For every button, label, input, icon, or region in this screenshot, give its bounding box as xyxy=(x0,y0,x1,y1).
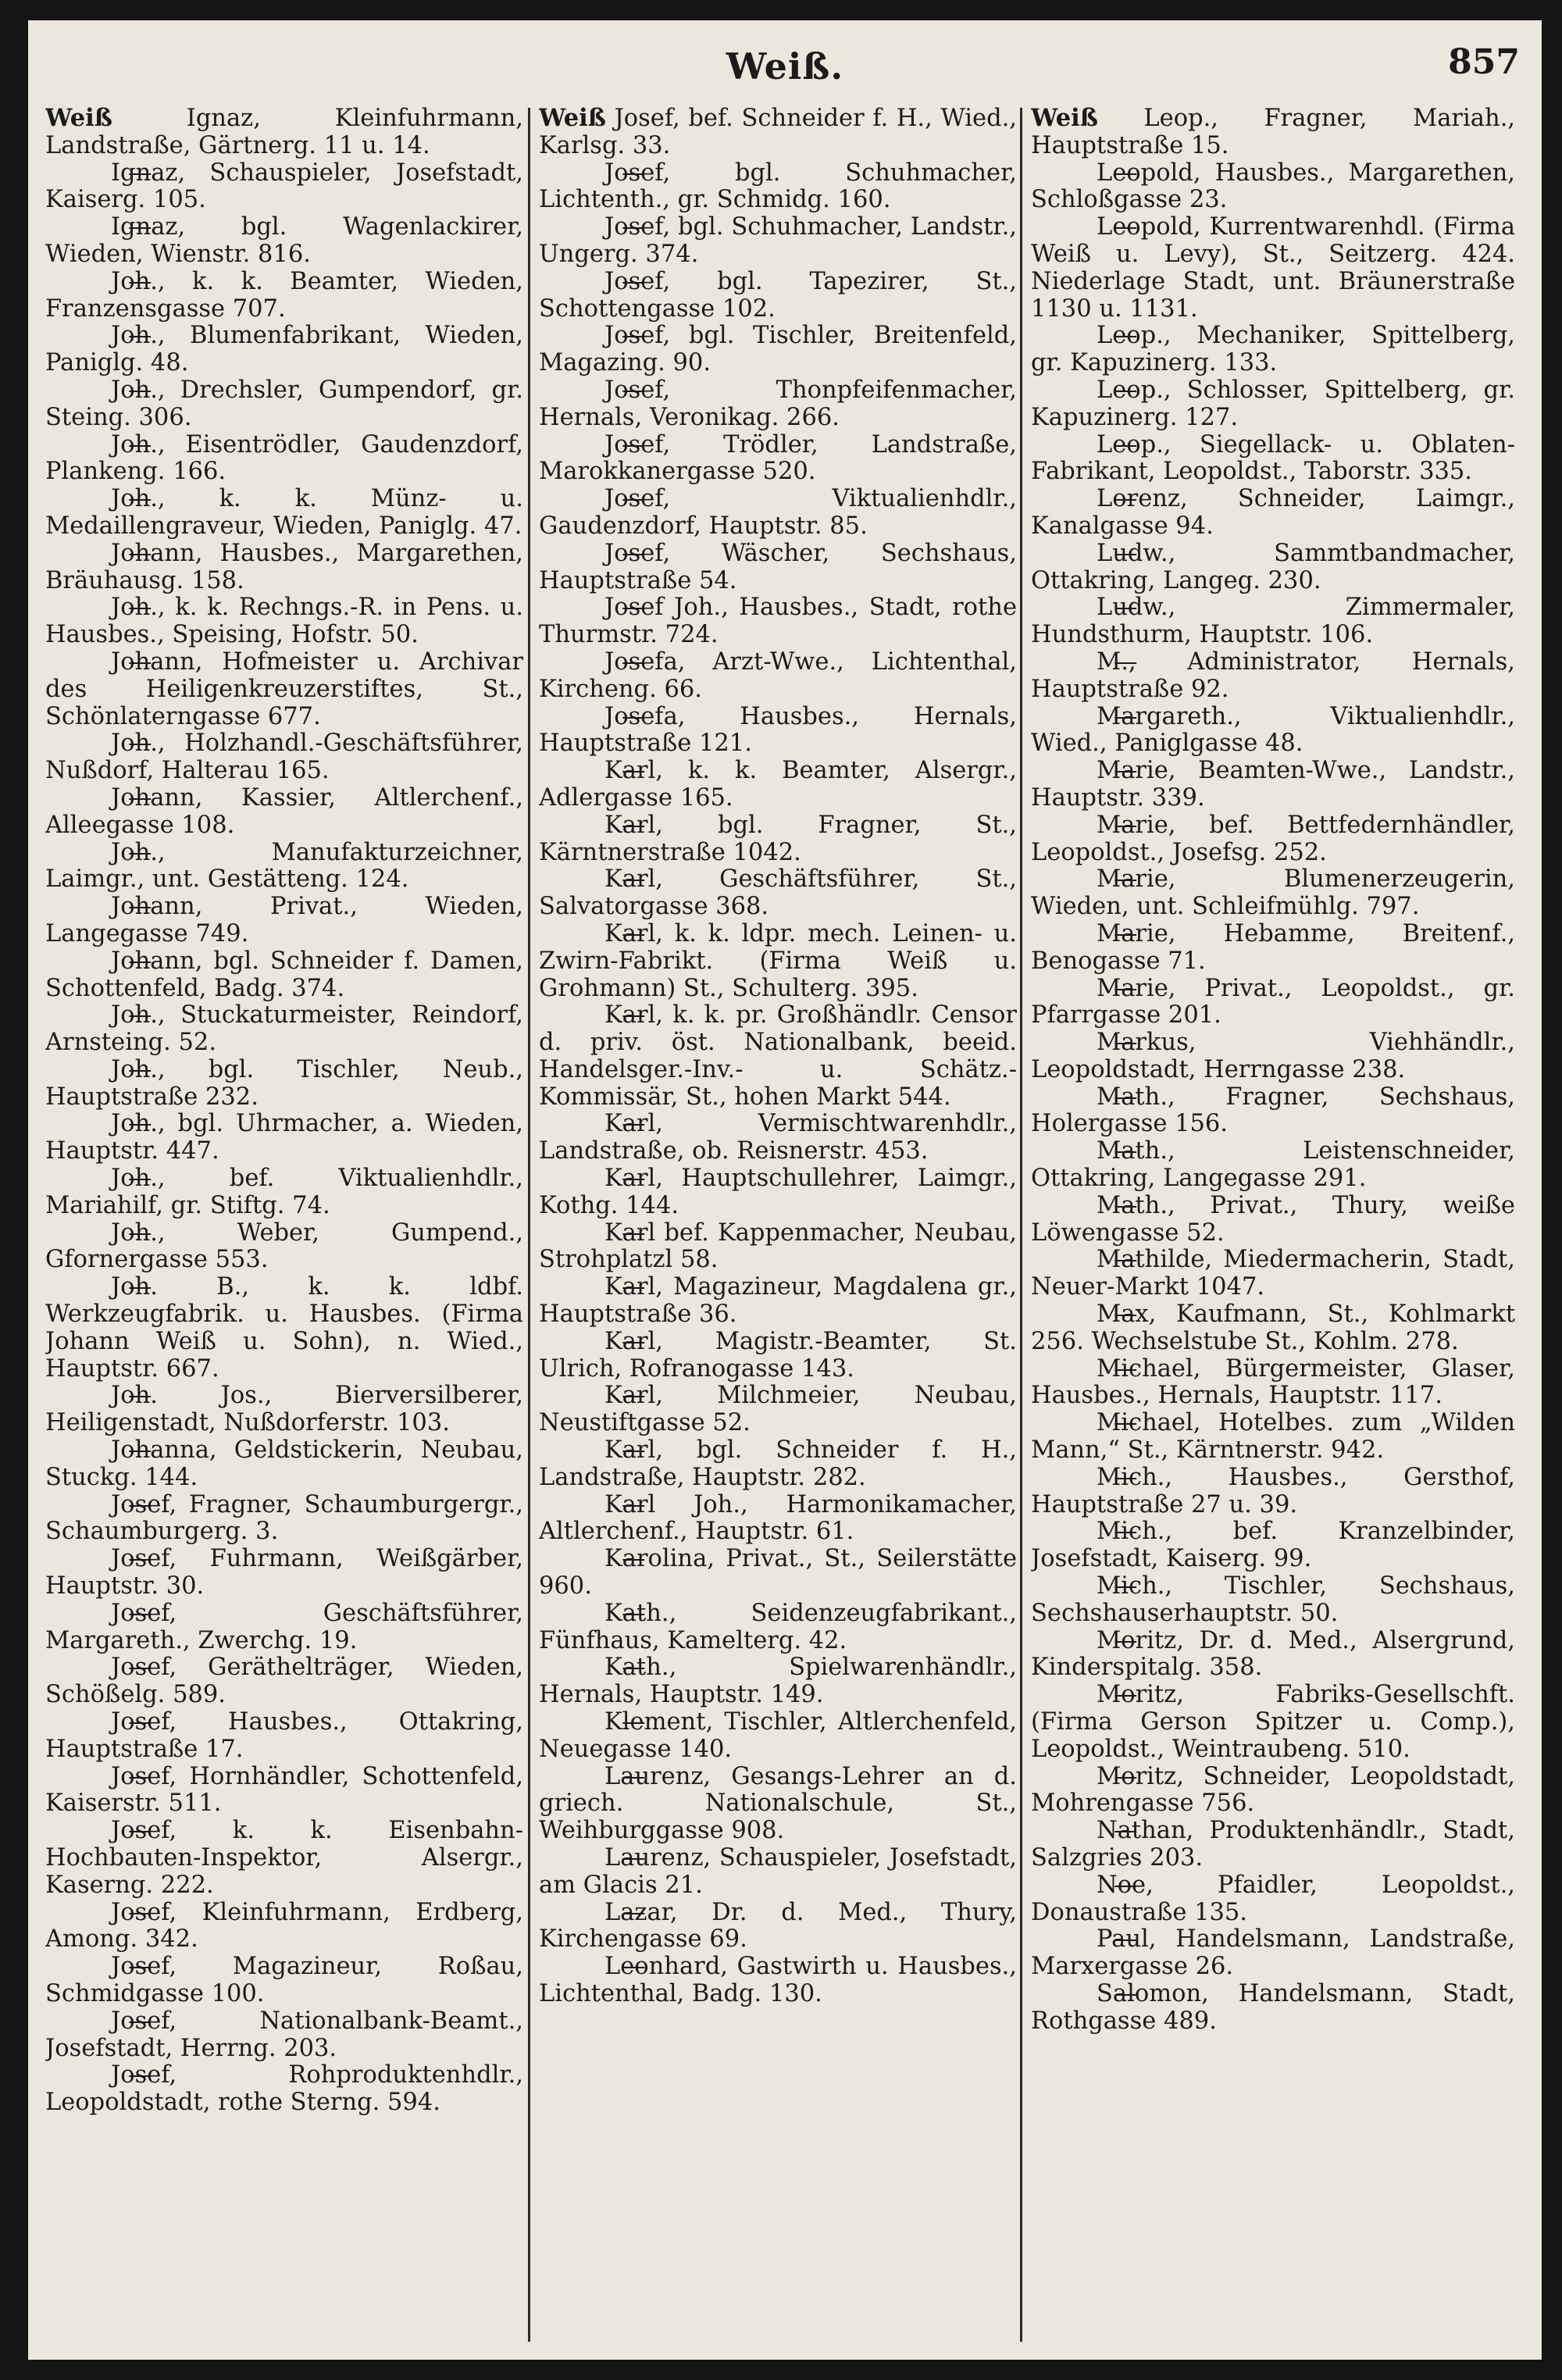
entry-text: Margareth., Viktualienhdlr., Wied., Paniglgasse 48. xyxy=(1031,702,1515,758)
directory-entry xyxy=(539,432,1017,487)
directory-entry xyxy=(1031,1628,1515,1682)
entry-text: Moritz, Fabriks-Gesellschft. (Firma Gerson Spitzer u. Comp.), Leopoldst., Weintraubeng. 510. xyxy=(1031,1681,1515,1763)
entry-text: Karl, bgl. Fragner, St., Kärntnerstraße 1042. xyxy=(539,811,1017,866)
directory-entry xyxy=(45,432,523,487)
directory-entry xyxy=(539,1845,1017,1900)
entry-text: Karl, Magazineur, Magdalena gr., Hauptstraße 36. xyxy=(539,1273,1017,1329)
directory-entry xyxy=(1031,1084,1515,1139)
entry-text: Laurenz, Gesangs-Lehrer an d. griech. Nationalschule, St., Weihburggasse 908. xyxy=(539,1762,1017,1845)
directory-entry xyxy=(45,948,523,1003)
entry-text: Johann, bgl. Schneider f. Damen, Schottenfeld, Badg. 374. xyxy=(45,947,523,1002)
entry-text: Leop., Schlosser, Spittelberg, gr. Kapuzinerg. 127. xyxy=(1031,376,1515,431)
directory-entry xyxy=(45,160,523,215)
entry-text: Max, Kaufmann, St., Kohlmarkt 256. Wechselstube St., Kohlm. 278. xyxy=(1031,1301,1515,1355)
entry-text: Noe, Pfaidler, Leopoldst., Donaustraße 135. xyxy=(1031,1871,1515,1926)
directory-entry xyxy=(1031,866,1515,921)
entry-text: Lazar, Dr. d. Med., Thury, Kirchengasse 69. xyxy=(539,1898,1017,1954)
entry-text: Joh., Stuckaturmeister, Reindorf, Arnsteing. 52. xyxy=(45,1001,523,1057)
entry-text: Marie, bef. Bettfedernhändler, Leopoldst., Josefsg. 252. xyxy=(1031,811,1515,866)
entry-text: Math., Privat., Thury, weiße Löwengasse 52. xyxy=(1031,1191,1515,1247)
entry-text: Ludw., Zimmermaler, Hundsthurm, Hauptstr. 106. xyxy=(1031,594,1515,649)
entry-text: Joh., Blumenfabrikant, Wieden, Paniglg. 48. xyxy=(45,322,523,377)
directory-entry xyxy=(45,269,523,323)
entry-text: Nathan, Produktenhändlr., Stadt, Salzgries 203. xyxy=(1031,1817,1515,1872)
directory-entry xyxy=(1031,1682,1515,1763)
entry-text: Markus, Viehhändlr., Leopoldstadt, Herrngasse 238. xyxy=(1031,1029,1515,1083)
directory-column-1 xyxy=(45,105,523,2346)
entry-text: Joh., Manufakturzeichner, Laimgr., unt. Gestätteng. 124. xyxy=(45,838,523,894)
directory-entry xyxy=(539,1492,1017,1547)
directory-entry xyxy=(45,649,523,730)
directory-entry xyxy=(1031,323,1515,377)
directory-entry xyxy=(45,105,523,160)
directory-entry xyxy=(45,1600,523,1655)
surname-heading: Weiß xyxy=(539,105,606,132)
directory-entry xyxy=(45,1383,523,1437)
entry-text: Joh. B., k. k. ldbf. Werkzeugfabrik. u. Hausbes. (Firma Johann Weiß u. Sohn), n. Wied., Hauptstr. 667. xyxy=(45,1273,523,1383)
directory-entry xyxy=(45,1954,523,2008)
entry-text: Moritz, Dr. d. Med., Alsergrund, Kinderspitalg. 358. xyxy=(1031,1626,1515,1682)
column-divider xyxy=(1020,108,1022,2342)
directory-entry xyxy=(539,486,1017,541)
directory-entry xyxy=(45,1492,523,1547)
entry-text: Josef, bgl. Tapezirer, St., Schottengasse 102. xyxy=(539,267,1017,323)
entry-text: Paul, Handelsmann, Landstraße, Marxergasse 26. xyxy=(1031,1925,1515,1981)
directory-entry xyxy=(1031,541,1515,595)
entry-text: Joh., k. k. Beamter, Wieden, Franzensgasse 707. xyxy=(45,267,523,323)
entry-text: Mich., Hausbes., Gersthof, Hauptstraße 27 u. 39. xyxy=(1031,1463,1515,1518)
entry-text: Karl, k. k. pr. Großhändlr. Censor d. priv. öst. Nationalbank, beeid. Handelsger.-Inv.- u. Schätz.-Kommissär, St., hohen Markt 544. xyxy=(539,1001,1017,1111)
directory-entry xyxy=(1031,1356,1515,1411)
directory-entry xyxy=(45,2062,523,2117)
entry-text: Josef, bgl. Schuhmacher, Landstr., Ungerg. 374. xyxy=(539,213,1017,268)
entry-text: Ludw., Sammtbandmacher, Ottakring, Langeg. 230. xyxy=(1031,539,1515,594)
directory-entry xyxy=(1031,105,1515,160)
directory-entry xyxy=(1031,1193,1515,1247)
directory-entry xyxy=(539,105,1017,160)
entry-text: Josef, Geräthelträger, Wieden, Schößelg. 589. xyxy=(45,1654,523,1709)
directory-entry xyxy=(45,214,523,269)
entry-text: Marie, Privat., Leopoldst., gr. Pfarrgasse 201. xyxy=(1031,974,1515,1029)
directory-entry xyxy=(539,866,1017,921)
page-header xyxy=(28,31,1542,102)
entry-text: Josef, Fragner, Schaumburgergr., Schaumburgerg. 3. xyxy=(45,1490,523,1546)
entry-text: Leop., Siegellack- u. Oblaten-Fabrikant, Leopoldst., Taborstr. 335. xyxy=(1031,430,1515,486)
entry-text: M., Administrator, Hernals, Hauptstraße 92. xyxy=(1031,648,1515,703)
directory-entry xyxy=(45,1546,523,1600)
directory-entry xyxy=(1031,1247,1515,1301)
entry-text: Karl, Vermischtwarenhdlr., Landstraße, ob. Reisnerstr. 453. xyxy=(539,1110,1017,1165)
column-divider xyxy=(528,108,530,2342)
directory-entry xyxy=(45,1002,523,1057)
entry-text: Karl, k. k. Beamter, Alsergr., Adlergasse 165. xyxy=(539,757,1017,812)
entry-text: Ignaz, Schauspieler, Josefstadt, Kaiserg. 105. xyxy=(45,159,523,214)
entry-text: Josef, Geschäftsführer, Margareth., Zwerchg. 19. xyxy=(45,1599,523,1654)
entry-text: Josef, Viktualienhdlr., Gaudenzdorf, Hauptstr. 85. xyxy=(539,485,1017,540)
directory-entry xyxy=(1031,921,1515,976)
entry-text: Ignaz, bgl. Wagenlackirer, Wieden, Wienstr. 816. xyxy=(45,213,523,268)
directory-entry xyxy=(539,214,1017,269)
directory-entry xyxy=(45,1709,523,1764)
entry-text: Joh., Eisentrödler, Gaudenzdorf, Plankeng. 166. xyxy=(45,430,523,486)
entry-text: Salomon, Handelsmann, Stadt, Rothgasse 489. xyxy=(1031,1979,1515,2035)
entry-text: Marie, Blumenerzeugerin, Wieden, unt. Schleifmühlg. 797. xyxy=(1031,865,1515,921)
entry-text: Johann, Privat., Wieden, Langegasse 749. xyxy=(45,893,523,947)
entry-text: Josef, bgl. Schuhmacher, Lichtenth., gr. Schmidg. 160. xyxy=(539,159,1017,214)
page-number: 857 xyxy=(1448,42,1520,82)
entry-text: Karl, Milchmeier, Neubau, Neustiftgasse 52. xyxy=(539,1382,1017,1437)
entry-text: Josef, Kleinfuhrmann, Erdberg, Among. 342. xyxy=(45,1898,523,1954)
directory-entry xyxy=(45,1220,523,1275)
entry-text: Michael, Hotelbes. zum „Wilden Mann,“ St., Kärntnerstr. 942. xyxy=(1031,1409,1515,1465)
entry-text: Math., Fragner, Sechshaus, Holergasse 156. xyxy=(1031,1083,1515,1138)
directory-entry xyxy=(539,1437,1017,1492)
entry-text: Joh., Holzhandl.-Geschäftsführer, Nußdorf, Halterau 165. xyxy=(45,730,523,785)
directory-entry xyxy=(539,594,1017,649)
page-title: Weiß. xyxy=(726,45,844,87)
entry-text: Karl, Geschäftsführer, St., Salvatorgasse 368. xyxy=(539,865,1017,921)
directory-entry xyxy=(539,323,1017,377)
entry-text: Mich., bef. Kranzelbinder, Josefstadt, Kaiserg. 99. xyxy=(1031,1518,1515,1573)
entry-text: Karl bef. Kappenmacher, Neubau, Strohplatzl 58. xyxy=(539,1219,1017,1274)
entry-text: Josef, Nationalbank-Beamt., Josefstadt, Herrng. 203. xyxy=(45,2007,523,2062)
directory-entry xyxy=(1031,649,1515,704)
entry-text: Karolina, Privat., St., Seilerstätte 960. xyxy=(539,1545,1017,1600)
directory-entry xyxy=(1031,1138,1515,1193)
directory-entry xyxy=(539,269,1017,323)
entry-text: Leopold, Kurrentwarenhdl. (Firma Weiß u. Levy), St., Seitzerg. 424. Niederlage Stadt, unt. Bräunerstraße 1130 u. 1131. xyxy=(1031,213,1515,323)
directory-entry xyxy=(539,704,1017,758)
surname-heading: Weiß xyxy=(1031,105,1098,132)
directory-column-2 xyxy=(539,105,1017,2346)
directory-entry xyxy=(1031,432,1515,487)
directory-entry xyxy=(1031,1518,1515,1573)
entry-text: Mich., Tischler, Sechshaus, Sechshauserhauptstr. 50. xyxy=(1031,1572,1515,1627)
directory-entry xyxy=(539,812,1017,867)
entry-text: Josef, Magazineur, Roßau, Schmidgasse 100. xyxy=(45,1953,523,2007)
directory-entry xyxy=(1031,704,1515,758)
directory-entry xyxy=(1031,1573,1515,1628)
directory-page xyxy=(28,20,1542,2360)
entry-text: Joh., bgl. Uhrmacher, a. Wieden, Hauptstr. 447. xyxy=(45,1110,523,1165)
directory-entry xyxy=(1031,486,1515,541)
directory-entry xyxy=(539,921,1017,1002)
entry-text: Josef, Hornhändler, Schottenfeld, Kaiserstr. 511. xyxy=(45,1762,523,1818)
directory-entry xyxy=(539,1600,1017,1655)
directory-entry xyxy=(539,1654,1017,1709)
entry-text: Ignaz, Kleinfuhrmann, Landstraße, Gärtnerg. 11 u. 14. xyxy=(45,105,523,159)
entry-text: Josef, Fuhrmann, Weißgärber, Hauptstr. 30. xyxy=(45,1545,523,1600)
entry-text: Joh., k. k. Münz- u. Medaillengraveur, Wieden, Paniglg. 47. xyxy=(45,485,523,540)
entry-text: Johann, Kassier, Altlerchenf., Alleegasse 108. xyxy=(45,783,523,839)
directory-entry xyxy=(1031,758,1515,812)
directory-entry xyxy=(45,894,523,948)
entry-text: Josef, Thonpfeifenmacher, Hernals, Veronikag. 266. xyxy=(539,376,1017,431)
directory-entry xyxy=(539,1220,1017,1275)
directory-entry xyxy=(1031,1818,1515,1872)
directory-entry xyxy=(45,323,523,377)
directory-entry xyxy=(1031,1981,1515,2036)
directory-entry xyxy=(539,541,1017,595)
entry-text: Karl, bgl. Schneider f. H., Landstraße, Hauptstr. 282. xyxy=(539,1436,1017,1491)
directory-entry xyxy=(539,1111,1017,1165)
directory-entry xyxy=(45,377,523,432)
directory-entry xyxy=(45,1900,523,1954)
entry-text: Josefa, Hausbes., Hernals, Hauptstraße 121. xyxy=(539,702,1017,758)
directory-entry xyxy=(539,1002,1017,1111)
entry-text: Johann, Hofmeister u. Archivar des Heiligenkreuzerstiftes, St., Schönlaterngasse 677. xyxy=(45,648,523,730)
entry-text: Kath., Seidenzeugfabrikant., Fünfhaus, Kamelterg. 42. xyxy=(539,1599,1017,1654)
directory-entry xyxy=(1031,377,1515,432)
directory-entry xyxy=(539,160,1017,215)
directory-entry xyxy=(45,486,523,541)
directory-entry xyxy=(45,840,523,894)
entry-text: Karl, Magistr.-Beamter, St. Ulrich, Rofranogasse 143. xyxy=(539,1327,1017,1383)
directory-entry xyxy=(45,594,523,649)
directory-entry xyxy=(45,1057,523,1111)
directory-entry xyxy=(45,2008,523,2063)
surname-heading: Weiß xyxy=(45,105,112,132)
entry-text: Mathilde, Miedermacherin, Stadt, Neuer-Markt 1047. xyxy=(1031,1246,1515,1301)
entry-text: Joh., bgl. Tischler, Neub., Hauptstraße 232. xyxy=(45,1055,523,1111)
entry-text: Joh., k. k. Rechngs.-R. in Pens. u. Hausbes., Speising, Hofstr. 50. xyxy=(45,594,523,649)
entry-text: Michael, Bürgermeister, Glaser, Hausbes., Hernals, Hauptstr. 117. xyxy=(1031,1354,1515,1410)
directory-entry xyxy=(45,1274,523,1383)
entry-text: Joh., bef. Viktualienhdlr., Mariahilf, gr. Stiftg. 74. xyxy=(45,1165,523,1219)
directory-entry xyxy=(539,1329,1017,1383)
entry-text: Josef Joh., Hausbes., Stadt, rothe Thurmstr. 724. xyxy=(539,594,1017,649)
entry-text: Leop., Mechaniker, Spittelberg, gr. Kapuzinerg. 133. xyxy=(1031,322,1515,377)
directory-entry xyxy=(45,1111,523,1165)
directory-entry xyxy=(539,1900,1017,1954)
directory-entry xyxy=(1031,1926,1515,1981)
directory-entry xyxy=(45,785,523,840)
directory-entry xyxy=(539,1954,1017,2008)
directory-entry xyxy=(1031,160,1515,215)
entry-text: Joh., Drechsler, Gumpendorf, gr. Steing. 306. xyxy=(45,376,523,431)
entry-text: Josefa, Arzt-Wwe., Lichtenthal, Kircheng. 66. xyxy=(539,648,1017,703)
directory-entry xyxy=(1031,1410,1515,1465)
directory-entry xyxy=(1031,1764,1515,1818)
entry-text: Josef, k. k. Eisenbahn-Hochbauten-Inspektor, Alsergr., Kaserng. 222. xyxy=(45,1817,523,1899)
directory-entry xyxy=(539,377,1017,432)
entry-text: Marie, Beamten-Wwe., Landstr., Hauptstr. 339. xyxy=(1031,757,1515,812)
entry-text: Joh., Weber, Gumpend., Gfornergasse 553. xyxy=(45,1219,523,1274)
entry-text: Leop., Fragner, Mariah., Hauptstraße 15. xyxy=(1031,105,1515,159)
directory-entry xyxy=(1031,214,1515,323)
entry-text: Karl, k. k. ldpr. mech. Leinen- u. Zwirn-Fabrikt. (Firma Weiß u. Grohmann) St., Schulterg. 395. xyxy=(539,919,1017,1002)
directory-entry xyxy=(539,649,1017,704)
entry-text: Lorenz, Schneider, Laimgr., Kanalgasse 94. xyxy=(1031,485,1515,540)
directory-entry xyxy=(539,1546,1017,1600)
directory-entry xyxy=(1031,1029,1515,1084)
entry-text: Kath., Spielwarenhändlr., Hernals, Hauptstr. 149. xyxy=(539,1654,1017,1709)
directory-entry xyxy=(539,1383,1017,1437)
directory-entry xyxy=(45,1165,523,1220)
directory-entry xyxy=(45,1654,523,1709)
directory-entry xyxy=(539,1274,1017,1329)
directory-entry xyxy=(1031,1301,1515,1356)
directory-entry xyxy=(1031,976,1515,1030)
entry-text: Josef, bef. Schneider f. H., Wied., Karlsg. 33. xyxy=(539,105,1017,159)
entry-text: Leonhard, Gastwirth u. Hausbes., Lichtenthal, Badg. 130. xyxy=(539,1953,1017,2007)
entry-text: Josef, Wäscher, Sechshaus, Hauptstraße 54. xyxy=(539,539,1017,594)
entry-text: Karl, Hauptschullehrer, Laimgr., Kothg. 144. xyxy=(539,1165,1017,1219)
entry-text: Math., Leistenschneider, Ottakring, Langegasse 291. xyxy=(1031,1137,1515,1193)
entry-text: Marie, Hebamme, Breitenf., Benogasse 71. xyxy=(1031,919,1515,975)
entry-text: Josef, bgl. Tischler, Breitenfeld, Magazing. 90. xyxy=(539,322,1017,377)
directory-entry xyxy=(539,1709,1017,1764)
entry-text: Josef, Trödler, Landstraße, Marokkanergasse 520. xyxy=(539,430,1017,486)
directory-entry xyxy=(539,1165,1017,1220)
directory-entry xyxy=(45,541,523,595)
entry-text: Josef, Rohproduktenhdlr., Leopoldstadt, rothe Sterng. 594. xyxy=(45,2061,523,2117)
directory-entry xyxy=(539,1764,1017,1845)
directory-entry xyxy=(1031,1465,1515,1519)
directory-entry xyxy=(45,730,523,785)
directory-entry xyxy=(45,1764,523,1818)
directory-entry xyxy=(539,758,1017,812)
directory-column-3 xyxy=(1031,105,1515,2346)
entry-text: Johanna, Geldstickerin, Neubau, Stuckg. 144. xyxy=(45,1436,523,1491)
entry-text: Joh. Jos., Bierversilberer, Heiligenstadt, Nußdorferstr. 103. xyxy=(45,1382,523,1437)
directory-entry xyxy=(1031,1872,1515,1927)
directory-entry xyxy=(45,1437,523,1492)
entry-text: Leopold, Hausbes., Margarethen, Schloßgasse 23. xyxy=(1031,159,1515,214)
entry-text: Josef, Hausbes., Ottakring, Hauptstraße 17. xyxy=(45,1708,523,1763)
entry-text: Karl Joh., Harmonikamacher, Altlerchenf., Hauptstr. 61. xyxy=(539,1490,1017,1546)
directory-entry xyxy=(1031,594,1515,649)
directory-entry xyxy=(45,1818,523,1899)
directory-entry xyxy=(1031,812,1515,867)
entry-text: Laurenz, Schauspieler, Josefstadt, am Glacis 21. xyxy=(539,1844,1017,1899)
entry-text: Johann, Hausbes., Margarethen, Bräuhausg. 158. xyxy=(45,539,523,594)
entry-text: Moritz, Schneider, Leopoldstadt, Mohrengasse 756. xyxy=(1031,1762,1515,1818)
entry-text: Klement, Tischler, Altlerchenfeld, Neuegasse 140. xyxy=(539,1708,1017,1763)
